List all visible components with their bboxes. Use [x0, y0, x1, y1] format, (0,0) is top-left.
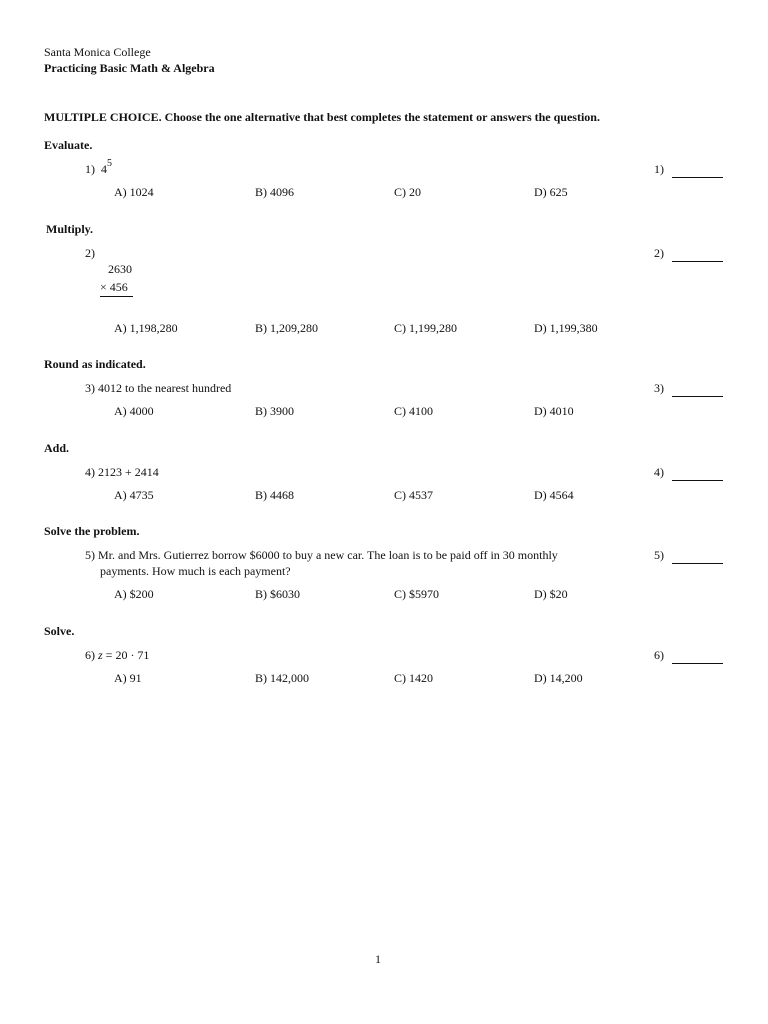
section-add: Add.	[44, 441, 70, 455]
answer-label-5: 5)	[654, 548, 664, 562]
option-1b[interactable]: B) 4096	[255, 185, 294, 199]
section-solve-problem: Solve the problem.	[44, 524, 140, 538]
multiplication-bar	[100, 296, 133, 297]
section-evaluate: Evaluate.	[44, 138, 93, 152]
power-exponent: 5	[107, 158, 112, 169]
option-2d[interactable]: D) 1,199,380	[534, 321, 598, 335]
question-5	[85, 548, 558, 563]
power-base: 4	[101, 162, 107, 176]
option-3b[interactable]: B) 3900	[255, 404, 294, 418]
option-3c[interactable]: C) 4100	[394, 404, 433, 418]
multiplicand: 2630	[108, 262, 132, 276]
section-round: Round as indicated.	[44, 357, 146, 371]
question-text-line-2: payments. How much is each payment?	[100, 564, 291, 578]
question-number: 6)	[85, 648, 95, 662]
answer-label-2: 2)	[654, 246, 664, 260]
question-text: 4012 to the nearest hundred	[98, 381, 232, 395]
answer-label-6: 6)	[654, 648, 664, 662]
answer-label-3: 3)	[654, 381, 664, 395]
question-4	[85, 465, 159, 480]
option-4c[interactable]: C) 4537	[394, 488, 433, 502]
option-6b[interactable]: B) 142,000	[255, 671, 309, 685]
instructions: MULTIPLE CHOICE. Choose the one alternative that best completes the statement or answers the question.	[44, 110, 600, 124]
option-2a[interactable]: A) 1,198,280	[114, 321, 178, 335]
option-2c[interactable]: C) 1,199,280	[394, 321, 457, 335]
answer-label-4: 4)	[654, 465, 664, 479]
answer-blank-4[interactable]	[672, 480, 723, 481]
question-number: 5)	[85, 548, 95, 562]
option-6d[interactable]: D) 14,200	[534, 671, 583, 685]
answer-blank-1[interactable]	[672, 177, 723, 178]
question-number: 1)	[85, 162, 95, 176]
option-6c[interactable]: C) 1420	[394, 671, 433, 685]
option-5d[interactable]: D) $20	[534, 587, 568, 601]
equation-text: = 20 · 71	[102, 648, 150, 662]
question-number: 4)	[85, 465, 95, 479]
option-1a[interactable]: A) 1024	[114, 185, 154, 199]
option-6a[interactable]: A) 91	[114, 671, 142, 685]
page-number: 1	[375, 952, 381, 966]
option-4d[interactable]: D) 4564	[534, 488, 574, 502]
answer-label-1: 1)	[654, 162, 664, 176]
question-text: 2123 + 2414	[98, 465, 159, 479]
question-3	[85, 381, 231, 396]
option-5c[interactable]: C) $5970	[394, 587, 439, 601]
answer-blank-2[interactable]	[672, 261, 723, 262]
option-5b[interactable]: B) $6030	[255, 587, 300, 601]
option-1d[interactable]: D) 625	[534, 185, 568, 199]
question-6	[85, 648, 149, 663]
answer-blank-5[interactable]	[672, 563, 723, 564]
question-2-number: 2)	[85, 246, 95, 260]
section-solve: Solve.	[44, 624, 75, 638]
option-3d[interactable]: D) 4010	[534, 404, 574, 418]
school-name: Santa Monica College	[44, 45, 151, 59]
option-4a[interactable]: A) 4735	[114, 488, 154, 502]
option-4b[interactable]: B) 4468	[255, 488, 294, 502]
option-1c[interactable]: C) 20	[394, 185, 421, 199]
question-number: 3)	[85, 381, 95, 395]
option-2b[interactable]: B) 1,209,280	[255, 321, 318, 335]
answer-blank-6[interactable]	[672, 663, 723, 664]
answer-blank-3[interactable]	[672, 396, 723, 397]
question-text-line-1: Mr. and Mrs. Gutierrez borrow $6000 to buy a new car. The loan is to be paid off in 30 monthly	[98, 548, 558, 562]
course-title: Practicing Basic Math & Algebra	[44, 61, 215, 75]
question-1	[85, 158, 112, 177]
option-3a[interactable]: A) 4000	[114, 404, 154, 418]
equation-variable: z	[98, 648, 103, 662]
section-multiply: Multiply.	[46, 222, 94, 236]
multiplier: × 456	[100, 280, 128, 294]
option-5a[interactable]: A) $200	[114, 587, 154, 601]
